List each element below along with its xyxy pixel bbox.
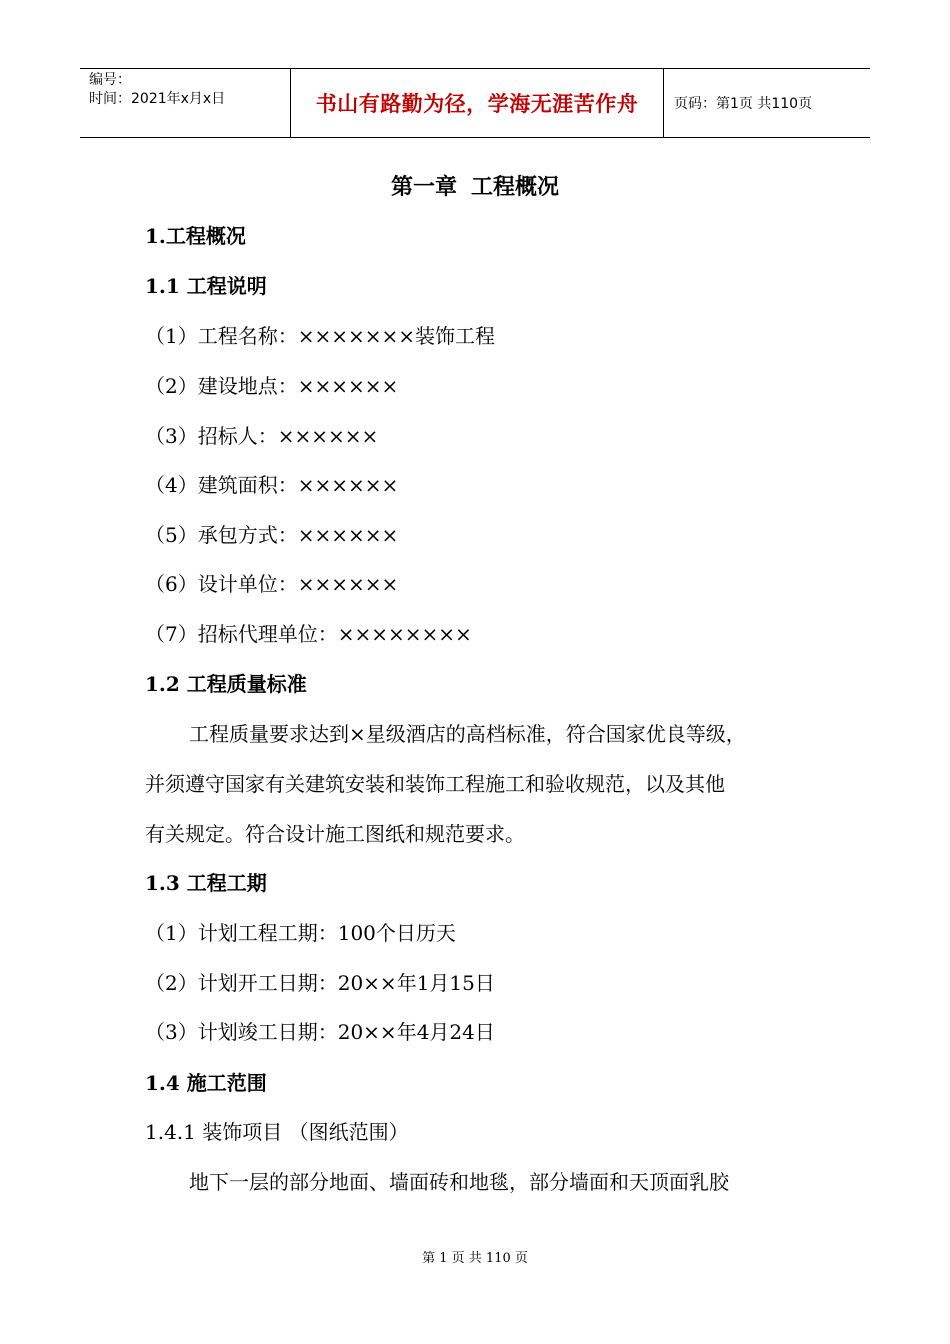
time-label: 时间：2021年x月x日 (89, 91, 226, 107)
section-heading: 1.3 工程工期 (145, 871, 267, 895)
list-item: （7）招标代理单位：×××××××× (145, 622, 472, 646)
section-heading: 1.2 工程质量标准 (145, 672, 307, 696)
chapter-title (0, 170, 950, 201)
list-item: （1）工程名称：×××××××装饰工程 (145, 324, 496, 348)
list-item: （2）建设地点：×××××× (145, 374, 399, 398)
header-page-info: 页码：第1页 共110页 (674, 96, 813, 112)
list-item: （3）计划竣工日期：20××年4月24日 (145, 1020, 495, 1044)
chapter-number: 第一章 (390, 174, 457, 200)
section-heading: 1.4 施工范围 (145, 1071, 267, 1095)
list-item: （2）计划开工日期：20××年1月15日 (145, 971, 495, 995)
header-motto: 书山有路勤为径，学海无涯苦作舟 (291, 69, 664, 137)
code-label: 编号： (89, 72, 131, 88)
subsection-heading: 1.4.1 装饰项目 （图纸范围） (145, 1120, 409, 1144)
list-item: （1）计划工程工期：100个日历天 (145, 921, 456, 945)
paragraph-line: 有关规定。符合设计施工图纸和规范要求。 (145, 822, 525, 846)
section-heading: 1.工程概况 (145, 224, 246, 248)
page-footer: 第 1 页 共 110 页 (422, 1251, 528, 1266)
header-meta (80, 69, 291, 137)
list-item: （3）招标人：×××××× (145, 424, 379, 448)
list-item: （4）建筑面积：×××××× (145, 473, 399, 497)
list-item: （6）设计单位：×××××× (145, 572, 399, 596)
paragraph-line: 工程质量要求达到×星级酒店的高档标准，符合国家优良等级， (189, 722, 746, 746)
section-heading: 1.1 工程说明 (145, 274, 267, 298)
chapter-name: 工程概况 (471, 174, 560, 200)
paragraph-line: 并须遵守国家有关建筑安装和装饰工程施工和验收规范，以及其他 (145, 772, 725, 796)
document-header (80, 68, 870, 138)
paragraph-line: 地下一层的部分地面、墙面砖和地毯，部分墙面和天顶面乳胶 (189, 1170, 729, 1194)
list-item: （5）承包方式：×××××× (145, 523, 399, 547)
